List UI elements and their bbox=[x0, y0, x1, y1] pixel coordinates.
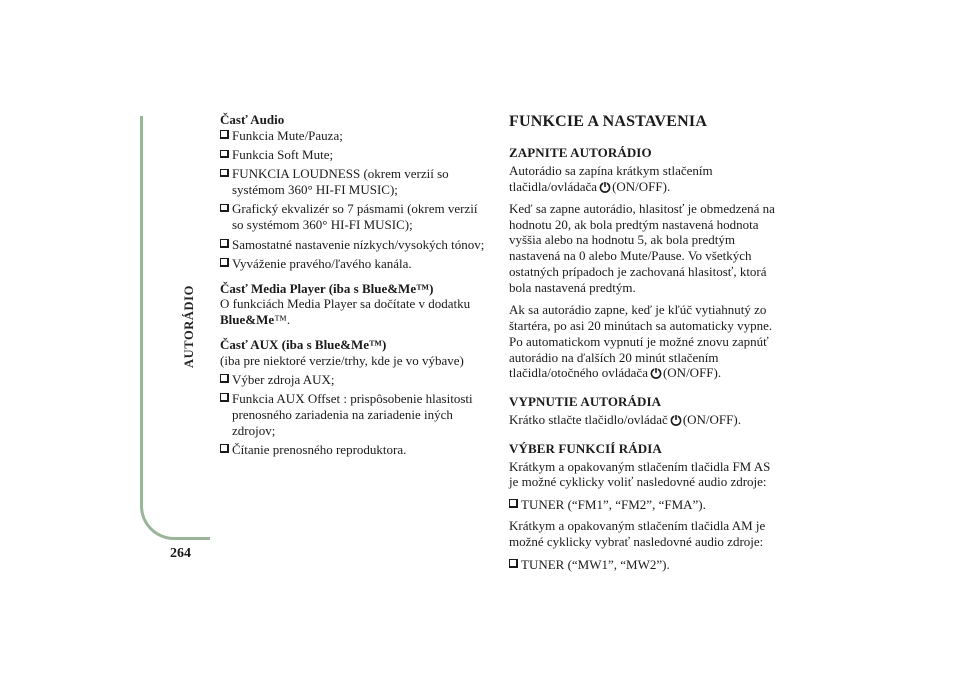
audio-list bbox=[220, 128, 485, 272]
power-on-paragraph-3: Ak sa autorádio zapne, keď je kľúč vytiahnutý zo štartéra, po asi 20 minútach sa automaticky vypne. Po automatickom vypnutí je možné znovu zapnúť autorádio na ďalších 20 minút stlačením tlačidla/otočného ovládača (ON/OFF). bbox=[509, 302, 773, 381]
audio-heading: Časť Audio bbox=[220, 112, 285, 127]
list-item: Výber zdroja AUX; bbox=[220, 372, 485, 388]
page-frame bbox=[140, 116, 210, 540]
checkbox-bullet-icon bbox=[509, 499, 518, 508]
checkbox-bullet-icon bbox=[220, 444, 229, 453]
power-on-paragraph-2: Keď sa zapne autorádio, hlasitosť je obmedzená na hodnotu 20, ak bola predtým nastavená hodnota vyššia alebo na hodnotu 5, ak bola predtým nastavená na 0 alebo Mute/Pause. Vo všetkých ostatných prípadoch je zachovaná hlasitosť, ktorá bola nastavená predtým. bbox=[509, 200, 775, 295]
aux-list bbox=[220, 372, 485, 458]
power-off-paragraph: Krátko stlačte tlačidlo/ovládač (ON/OFF). bbox=[509, 411, 741, 427]
page-number: 264 bbox=[170, 546, 191, 561]
list-item: Čítanie prenosného reproduktora. bbox=[220, 442, 485, 458]
source-select-heading: VÝBER FUNKCIÍ RÁDIA bbox=[509, 440, 662, 456]
list-item: Vyváženie pravého/ľavého kanála. bbox=[220, 256, 485, 272]
media-text: O funkciách Media Player sa dočítate v dodatku Blue&Me™. bbox=[220, 296, 471, 328]
power-knob-icon bbox=[650, 367, 662, 379]
checkbox-bullet-icon bbox=[220, 393, 229, 402]
power-knob-icon bbox=[599, 181, 611, 193]
list-item: TUNER (“FM1”, “FM2”, “FMA”). bbox=[509, 497, 779, 513]
checkbox-bullet-icon bbox=[220, 150, 229, 159]
checkbox-bullet-icon bbox=[220, 239, 229, 248]
power-on-paragraph-1: Autorádio sa zapína krátkym stlačením tlačidla/ovládača (ON/OFF). bbox=[509, 162, 713, 194]
power-on-heading: ZAPNITE AUTORÁDIO bbox=[509, 145, 652, 160]
aux-note: (iba pre niektoré verzie/trhy, kde je vo výbave) bbox=[220, 352, 464, 368]
section-side-label: AUTORÁDIO bbox=[181, 284, 196, 368]
left-column bbox=[220, 112, 485, 464]
list-item: Samostatné nastavenie nízkych/vysokých tónov; bbox=[220, 237, 485, 253]
checkbox-bullet-icon bbox=[220, 374, 229, 383]
aux-heading: Časť AUX (iba s Blue&Me™) bbox=[220, 337, 387, 353]
source-select-paragraph-1: Krátkym a opakovaným stlačením tlačidla FM AS je možné cyklicky voliť nasledovné audio zdroje: bbox=[509, 458, 771, 490]
source-select-paragraph-2: Krátkym a opakovaným stlačením tlačidla AM je možné cyklicky vybrať nasledovné audio zdroje: bbox=[509, 518, 766, 550]
list-item: Funkcia AUX Offset : prispôsobenie hlasitosti prenosného zariadenia na zariadenie iných zdrojov; bbox=[220, 391, 485, 438]
checkbox-bullet-icon bbox=[220, 204, 229, 213]
media-heading: Časť Media Player (iba s Blue&Me™) bbox=[220, 280, 434, 296]
checkbox-bullet-icon bbox=[509, 559, 518, 568]
right-column bbox=[509, 112, 779, 578]
source-list-fm bbox=[509, 497, 779, 513]
checkbox-bullet-icon bbox=[220, 130, 229, 139]
list-item: TUNER (“MW1”, “MW2”). bbox=[509, 557, 779, 573]
checkbox-bullet-icon bbox=[220, 258, 229, 267]
power-knob-icon bbox=[670, 414, 682, 426]
source-list-am bbox=[509, 557, 779, 573]
list-item: Funkcia Soft Mute; bbox=[220, 147, 485, 163]
checkbox-bullet-icon bbox=[220, 169, 229, 178]
main-heading: FUNKCIE A NASTAVENIA bbox=[509, 113, 708, 130]
power-off-heading: VYPNUTIE AUTORÁDIA bbox=[509, 394, 662, 410]
list-item: FUNKCIA LOUDNESS (okrem verzií so systémom 360° HI-FI MUSIC); bbox=[220, 166, 485, 198]
list-item: Grafický ekvalizér so 7 pásmami (okrem verzií so systémom 360° HI-FI MUSIC); bbox=[220, 201, 485, 233]
list-item: Funkcia Mute/Pauza; bbox=[220, 128, 485, 144]
